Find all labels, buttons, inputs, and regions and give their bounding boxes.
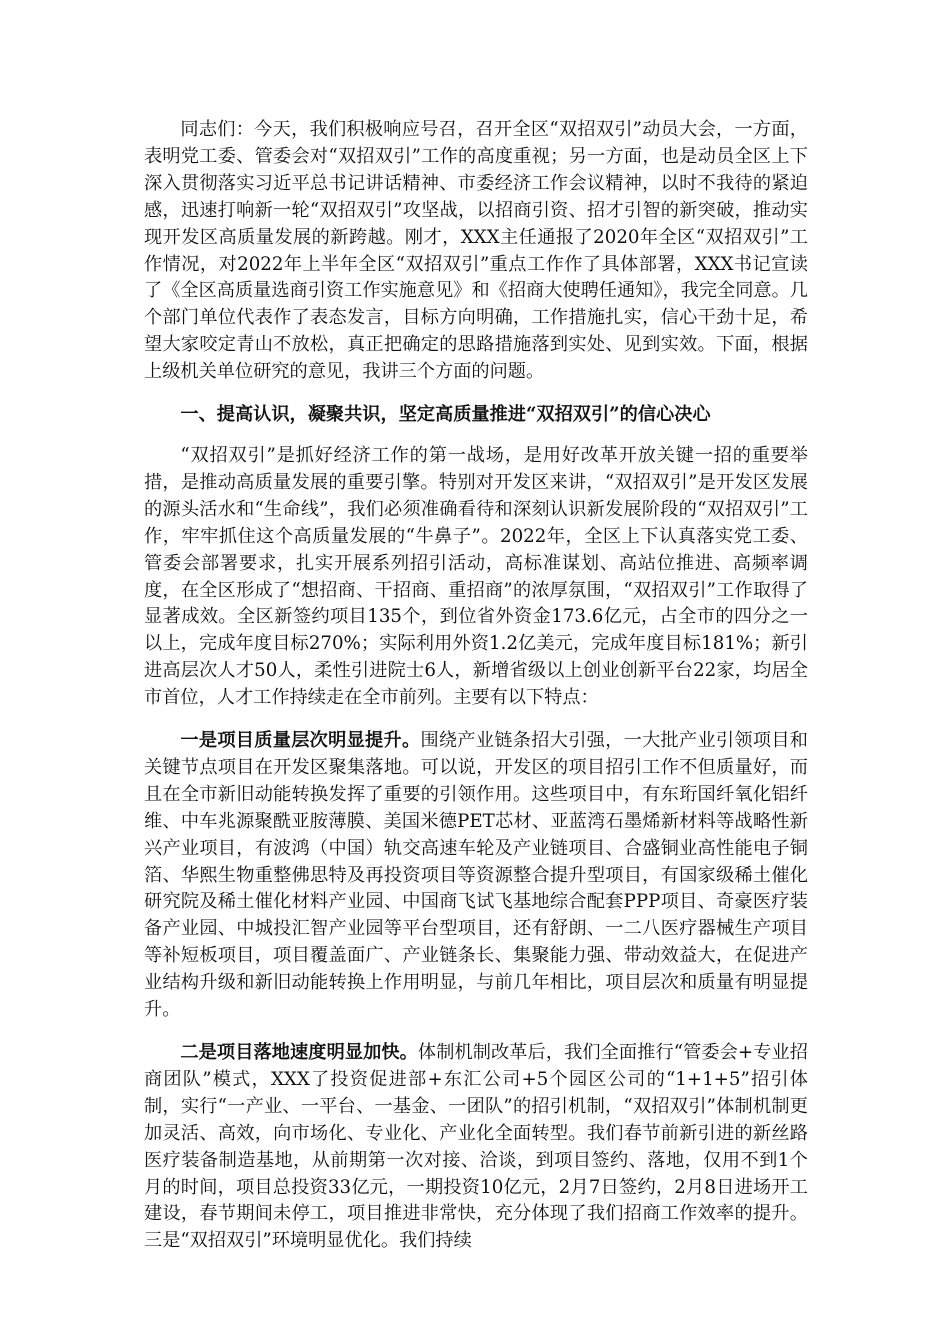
point-paragraph-2 <box>144 1040 808 1255</box>
document-body <box>144 117 808 1255</box>
point-body-1: 围绕产业链条招大引强，一大批产业引领项目和关键节点项目在开发区聚集落地。可以说，开发区的项目招引工作不但质量好，而且在全市新旧动能转换发挥了重要的引领作用。这些项目中，有东珩国纤氧化铝纤维、中车兆源聚酰亚胺薄膜、美国米德PET芯材、亚蓝湾石墨烯新材料等战略性新兴产业项目，有波鸿（中国）轨交高速车轮及产业链项目、合盛铜业高性能电子铜箔、华熙生物重整佛思特及再投资项目等资源整合提升型项目，有国家级稀土催化研究院及稀土催化材料产业园、中国商飞试飞基地综合配套PPP项目、奇豪医疗装备产业园、中城投汇智产业园等平台型项目，还有舒朗、一二八医疗器械生产项目等补短板项目，项目覆盖面广、产业链条长、集聚能力强、带动效益大，在促进产业结构升级和新旧动能转换上作用明显，与前几年相比，项目层次和质量有明显提升。 <box>144 730 808 1021</box>
intro-paragraph: 同志们：今天，我们积极响应号召，召开全区“双招双引”动员大会，一方面，表明党工委、管委会对“双招双引”工作的高度重视；另一方面，也是动员全区上下深入贯彻落实习近平总书记讲话精神、市委经济工作会议精神，以时不我待的紧迫感，迅速打响新一轮“双招双引”攻坚战，以招商引资、招才引智的新突破，推动实现开发区高质量发展的新跨越。刚才，XXX主任通报了2020年全区“双招双引”工作情况，对2022年上半年全区“双招双引”重点工作作了具体部署，XXX书记宣读了《全区高质量选商引资工作实施意见》和《招商大使聘任通知》，我完全同意。几个部门单位代表作了表态发言，目标方向明确，工作措施扎实，信心干劲十足，希望大家咬定青山不放松，真正把确定的思路措施落到实处、见到实效。下面，根据上级机关单位研究的意见，我讲三个方面的问题。 <box>144 119 808 383</box>
point-lead-2: 二是项目落地速度明显加快。 <box>180 1042 418 1063</box>
point-lead-1: 一是项目质量层次明显提升。 <box>180 730 421 752</box>
section-paragraph: “双招双引”是抓好经济工作的第一战场，是用好改革开放关键一招的重要举措，是推动高质量发展的重要引擎。特别对开发区来讲，“双招双引”是开发区发展的源头活水和“生命线”，我们必须准确看待和深刻认识新发展阶段的“双招双引”工作，牢牢抓住这个高质量发展的“牛鼻子”。2022年，全区上下认真落实党工委、管委会部署要求，扎实开展系列招引活动，高标准谋划、高站位推进、高频率调度，在全区形成了“想招商、干招商、重招商”的浓厚氛围，“双招双引”工作取得了显著成效。全区新签约项目135个，到位省外资金173.6亿元，占全市的四分之一以上，完成年度目标270%；实际利用外资1.2亿美元，完成年度目标181%；新引进高层次人才50人，柔性引进院士6人，新增省级以上创业创新平台22家，均居全市首位，人才工作持续走在全市前列。主要有以下特点： <box>144 444 808 709</box>
point-paragraph-1 <box>144 728 808 1024</box>
point-body-2: 体制机制改革后，我们全面推行“管委会+专业招商团队”模式，XXX了投资促进部+东汇公司+5个园区公司的“1+1+5”招引体制，实行“一产业、一平台、一基金、一团队”的招引机制，“双招双引”体制机制更加灵活、高效，向市场化、专业化、产业化全面转型。我们春节前新引进的新丝路医疗装备制造基地，从前期第一次对接、洽谈，到项目签约、落地，仅用不到1个月的时间，项目总投资33亿元，一期投资10亿元，2月7日签约，2月8日进场开工建设，春节期间未停工，项目推进非常快，充分体现了我们招商工作效率的提升。三是“双招双引”环境明显优化。我们持续 <box>144 1042 808 1252</box>
section-heading: 一、提高认识，凝聚共识，坚定高质量推进“双招双引”的信心决心 <box>180 404 711 426</box>
